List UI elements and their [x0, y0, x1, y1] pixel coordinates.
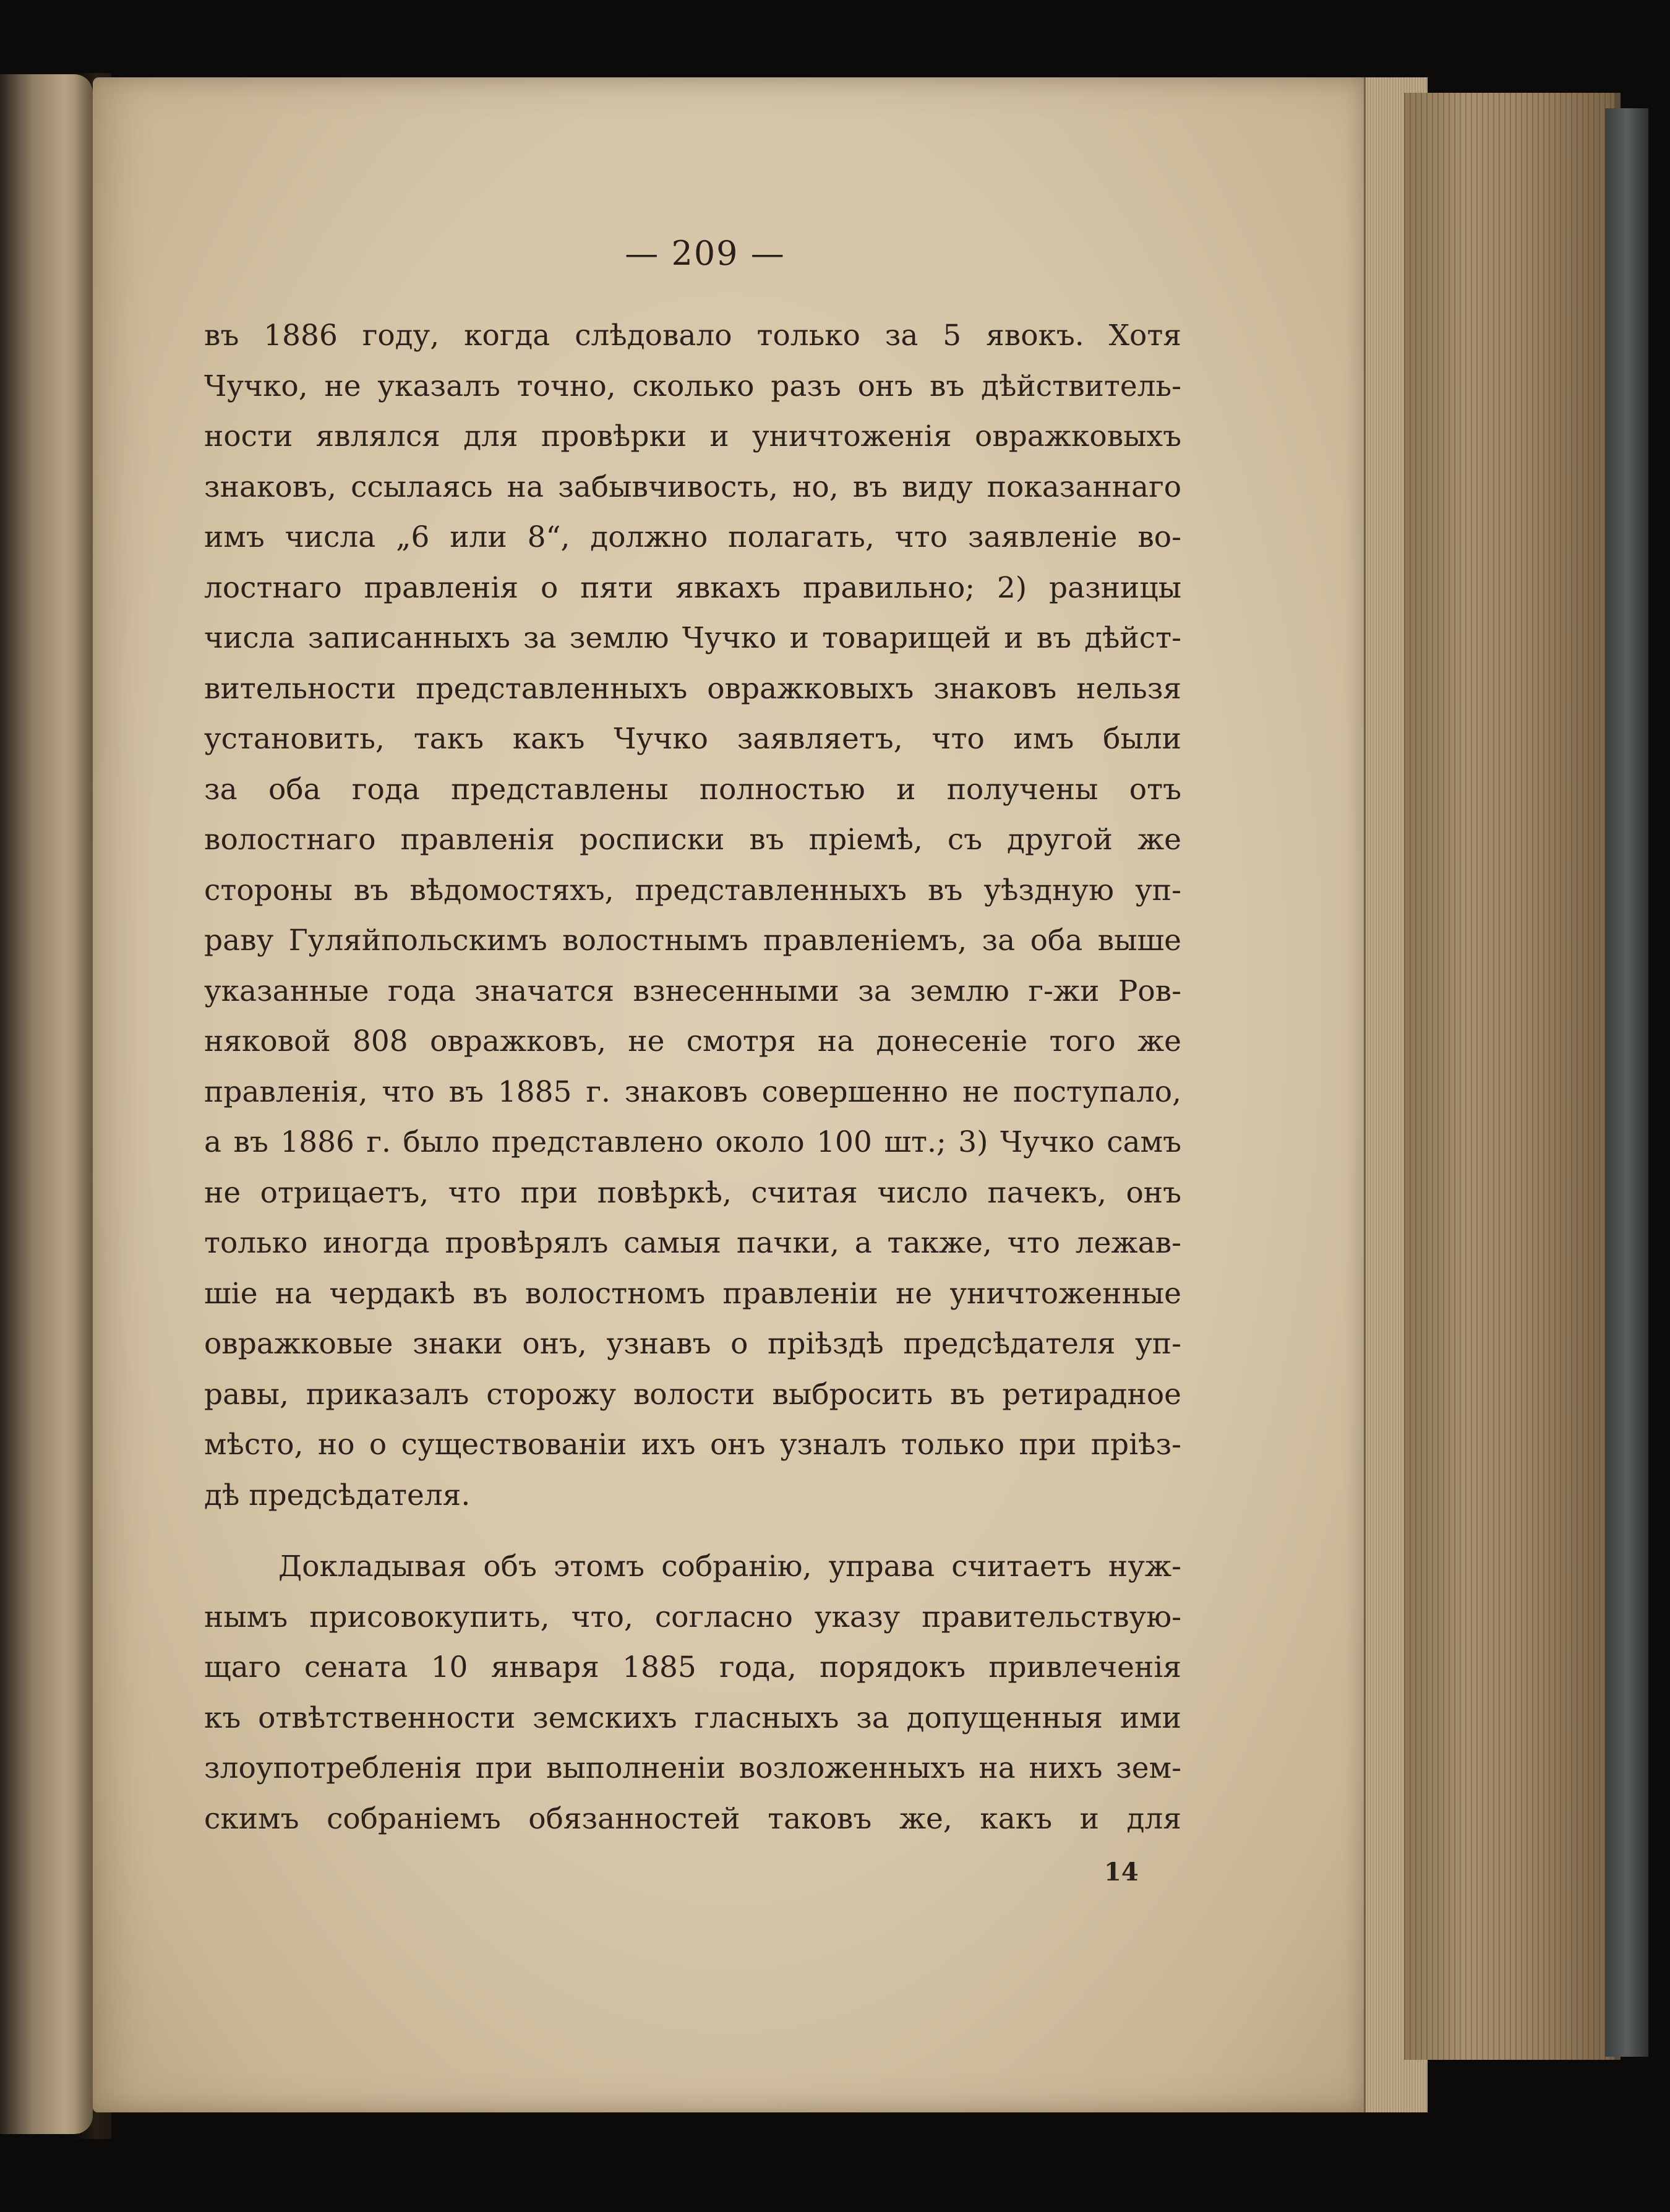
text-line: злоупотребленія при выполненіи возложенныхъ на нихъ зем-: [204, 1751, 1181, 1785]
text-line: за оба года представлены полностью и получены отъ: [204, 772, 1181, 807]
text-line: числа записанныхъ за землю Чучко и товарищей и въ дѣйст-: [204, 621, 1181, 655]
page-number: — 209 —: [625, 234, 786, 273]
text-line: ности являлся для провѣрки и уничтоженія овражковыхъ: [204, 419, 1181, 453]
text-line: въ 1886 году, когда слѣдовало только за 5 явокъ. Хотя: [204, 319, 1181, 353]
text-line: щаго сената 10 января 1885 года, порядокъ привлеченія: [204, 1650, 1181, 1684]
text-line: указанные года значатся взнесенными за землю г-жи Ров-: [204, 974, 1181, 1008]
text-line: шіе на чердакѣ въ волостномъ правленіи не уничтоженные: [204, 1276, 1181, 1311]
text-line: къ отвѣтственности земскихъ гласныхъ за допущенныя ими: [204, 1700, 1181, 1735]
signature-mark: 14: [1104, 1858, 1139, 1887]
text-line: Чучко, не указалъ точно, сколько разъ онъ въ дѣйствитель-: [204, 369, 1181, 403]
text-line: вительности представленныхъ овражковыхъ знаковъ нельзя: [204, 671, 1181, 706]
text-line: знаковъ, ссылаясь на забывчивость, но, въ виду показаннаго: [204, 469, 1181, 504]
book-cover: [1605, 108, 1648, 2057]
text-line: мѣсто, но о существованіи ихъ онъ узналъ только при пріѣз-: [204, 1428, 1181, 1462]
page-block-texture: [1404, 93, 1614, 2060]
text-line: Докладывая объ этомъ собранію, управа считаетъ нуж-: [278, 1550, 1181, 1584]
text-line: нымъ присовокупить, что, согласно указу правительствую-: [204, 1600, 1181, 1634]
text-line: правленія, что въ 1885 г. знаковъ совершенно не поступало,: [204, 1074, 1181, 1109]
text-line: волостнаго правленія росписки въ пріемѣ, съ другой же: [204, 823, 1181, 857]
text-line: стороны въ вѣдомостяхъ, представленныхъ въ уѣздную уп-: [204, 873, 1181, 907]
text-line: овражковые знаки онъ, узнавъ о пріѣздѣ предсѣдателя уп-: [204, 1327, 1181, 1361]
text-line: а въ 1886 г. было представлено около 100 шт.; 3) Чучко самъ: [204, 1125, 1181, 1159]
body-text: [204, 311, 1181, 1844]
text-line: няковой 808 овражковъ, не смотря на донесеніе того же: [204, 1024, 1181, 1058]
text-line: дѣ предсѣдателя.: [204, 1478, 471, 1512]
text-line: лостнаго правленія о пяти явкахъ правильно; 2) разницы: [204, 570, 1181, 605]
paragraph-gap: [204, 1520, 1181, 1541]
text-line: имъ числа „6 или 8“, должно полагать, что заявленіе во-: [204, 520, 1181, 554]
text-line: скимъ собраніемъ обязанностей таковъ же, какъ и для: [204, 1801, 1181, 1836]
text-line: не отрицаетъ, что при повѣркѣ, считая число пачекъ, онъ: [204, 1175, 1181, 1210]
text-line: только иногда провѣрялъ самыя пачки, а также, что лежав-: [204, 1226, 1181, 1260]
text-line: равы, приказалъ сторожу волости выбросить въ ретирадное: [204, 1377, 1181, 1412]
text-line: установить, такъ какъ Чучко заявляетъ, что имъ были: [204, 722, 1181, 756]
text-line: раву Гуляйпольскимъ волостнымъ правленіемъ, за оба выше: [204, 924, 1181, 958]
